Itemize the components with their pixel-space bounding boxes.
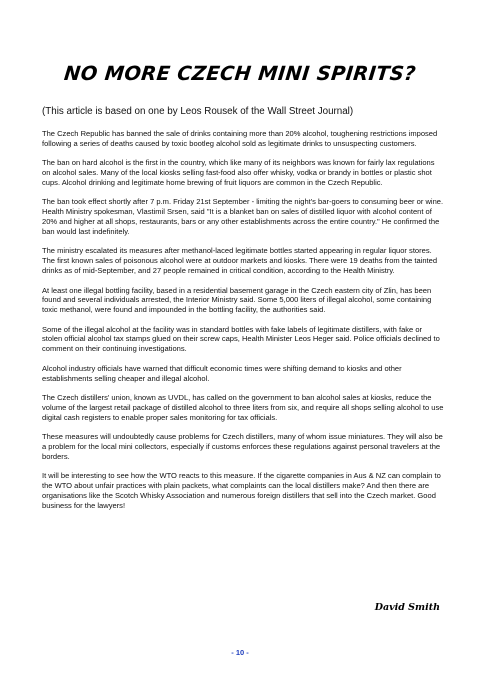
- page-number: - 10 -: [231, 648, 249, 657]
- paragraph: The ministry escalated its measures after methanol-laced legitimate bottles started appearing in regular liquor stores. The first known sales of poisonous alcohol were at outdoor markets and kiosks. There were 19 deaths from the tainted drinks as of mid-September, and 27 people remained in critical condition, according to the Health Ministry.: [42, 246, 438, 276]
- paragraph: The ban took effect shortly after 7 p.m. Friday 21st September - limiting the night's bar-goers to consuming beer or wine. Health Ministry spokesman, Vlastimil Srsen, said "It is a blanket ban on sales of distilled liquor with alcohol content of 20% and higher at all shops, restaurants, bars or any other establishments across the entire country." He confirmed the ban would last indefinitely.: [42, 197, 444, 236]
- paragraph: The Czech distillers' union, known as UVDL, has called on the government to ban alcohol sales at kiosks, reduce the volume of the largest retail package of distilled alcohol to three liters from six, and require all shops selling alcohol to use digital cash registers to enable proper sales monitoring for tax officials.: [42, 393, 444, 422]
- article-body: [42, 129, 444, 520]
- paragraph: At least one illegal bottling facility, based in a residential basement garage in the Czech eastern city of Zlin, has been found and several individuals arrested, the Interior Ministry said. Some 5,000 liters of illegal alcohol, some containing toxic methanol, were found and impounded in the bottling facility, the authorities said.: [42, 285, 432, 315]
- paragraph: Alcohol industry officials have warned that difficult economic times were shifting demand to kiosks and other establishments selling cheaper and illegal alcohol.: [42, 363, 402, 383]
- paragraph: Some of the illegal alcohol at the facility was in standard bottles with fake labels of legitimate distillers, with fake or stolen official alcohol tax stamps glued on their screw caps, Health Minister Leos Heger said. Police officials declined to comment on their continuing investigations.: [42, 324, 440, 354]
- article-title: NO MORE CZECH MINI SPIRITS?: [62, 62, 418, 85]
- author-signature: David Smith: [374, 602, 440, 613]
- paragraph: These measures will undoubtedly cause problems for Czech distillers, many of whom issue miniatures. They will also be a problem for the local mini collectors, especially if customs enforces these regulations against personal travelers at the borders.: [42, 432, 443, 461]
- paragraph: The ban on hard alcohol is the first in the country, which like many of its neighbors was known for fairly lax regulations on alcohol sales. Many of the local kiosks selling fast-food also offer whisky, vodka or brandy in bottles or plastic shot cups. Alcohol drinking and legitimate home brewing of fruit liquors are common in the Czech Republic.: [42, 158, 435, 187]
- paragraph: It will be interesting to see how the WTO reacts to this measure. If the cigarette companies in Aus & NZ can complain to the WTO about unfair practices with plain packets, what complaints can the local distillers make? And then there are organisations like the Scotch Whisky Association and numerous foreign distillers that sell into the Czech market. Good business for the lawyers!: [42, 471, 441, 510]
- article-subtitle: (This article is based on one by Leos Rousek of the Wall Street Journal): [42, 106, 354, 117]
- paragraph: The Czech Republic has banned the sale of drinks containing more than 20% alcohol, toughening restrictions imposed following a series of deaths caused by toxic bootleg alcohol sold as legitimate drinks to unsuspecting customers.: [42, 129, 438, 148]
